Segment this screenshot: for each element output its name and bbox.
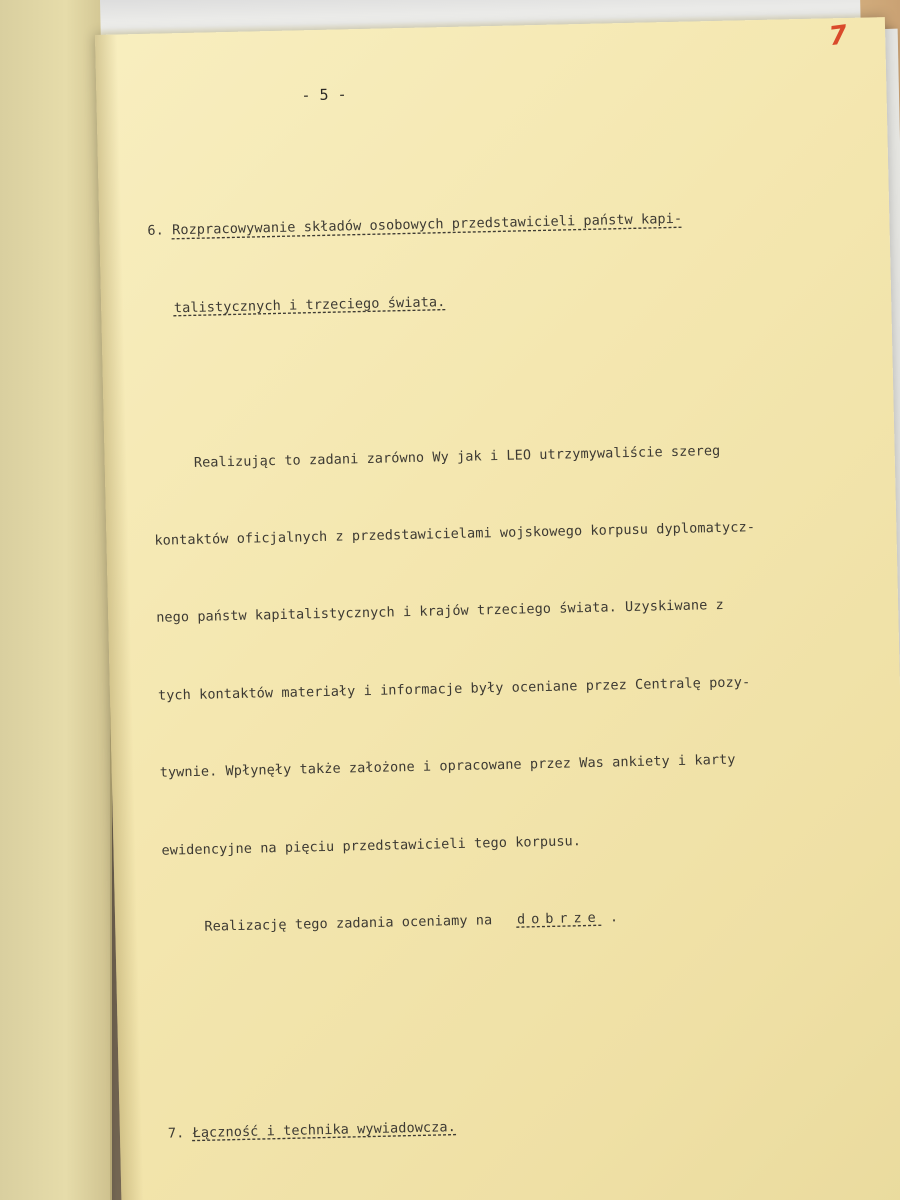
rating-line — [163, 900, 843, 941]
document-body — [145, 126, 890, 1200]
text-line: Realizując to zadani zarówno Wy jak i LEO utrzymywaliście szereg — [193, 442, 721, 471]
section-number: 6. — [147, 222, 165, 240]
section-heading-line: talistycznych i trzeciego świata. — [173, 293, 446, 317]
section-heading — [147, 204, 827, 245]
paragraph-line: ewidencyjne na pięciu przedstawicieli tego korpusu. — [161, 832, 582, 859]
paragraph-line: kontaktów oficjalnych z przedstawicielami wojskowego korpusu dyplomatycz- — [154, 519, 756, 549]
section-heading — [149, 281, 829, 322]
page-number: - 5 - — [301, 85, 347, 105]
binder-cover — [0, 0, 112, 1200]
paragraph-line: nego państw kapitalistycznych i krajów trzeciego świata. Uzyskiwane z — [156, 597, 724, 627]
paragraph-line — [152, 436, 832, 477]
paragraph-line: tych kontaktów materiały i informacje były oceniane przez Centralę pozy- — [157, 674, 751, 704]
rating-prefix: Realizację tego zadania oceniamy na — [204, 912, 493, 935]
section-heading-line: Łączność i technika wywiadowcza. — [192, 1119, 457, 1142]
section-number: 7. — [167, 1125, 185, 1142]
section-heading — [168, 1106, 848, 1147]
paragraph-line: tywnie. Wpłynęły także założone i opracowane przez Was ankiety i karty — [159, 751, 736, 781]
rating-value: dobrze — [516, 909, 602, 928]
rating-suffix: . — [609, 909, 619, 926]
handwritten-page-mark: 7 — [827, 20, 850, 53]
document-page — [95, 17, 900, 1200]
section-heading-line: Rozpracowywanie składów osobowych przedstawicieli państw kapi- — [171, 211, 683, 239]
